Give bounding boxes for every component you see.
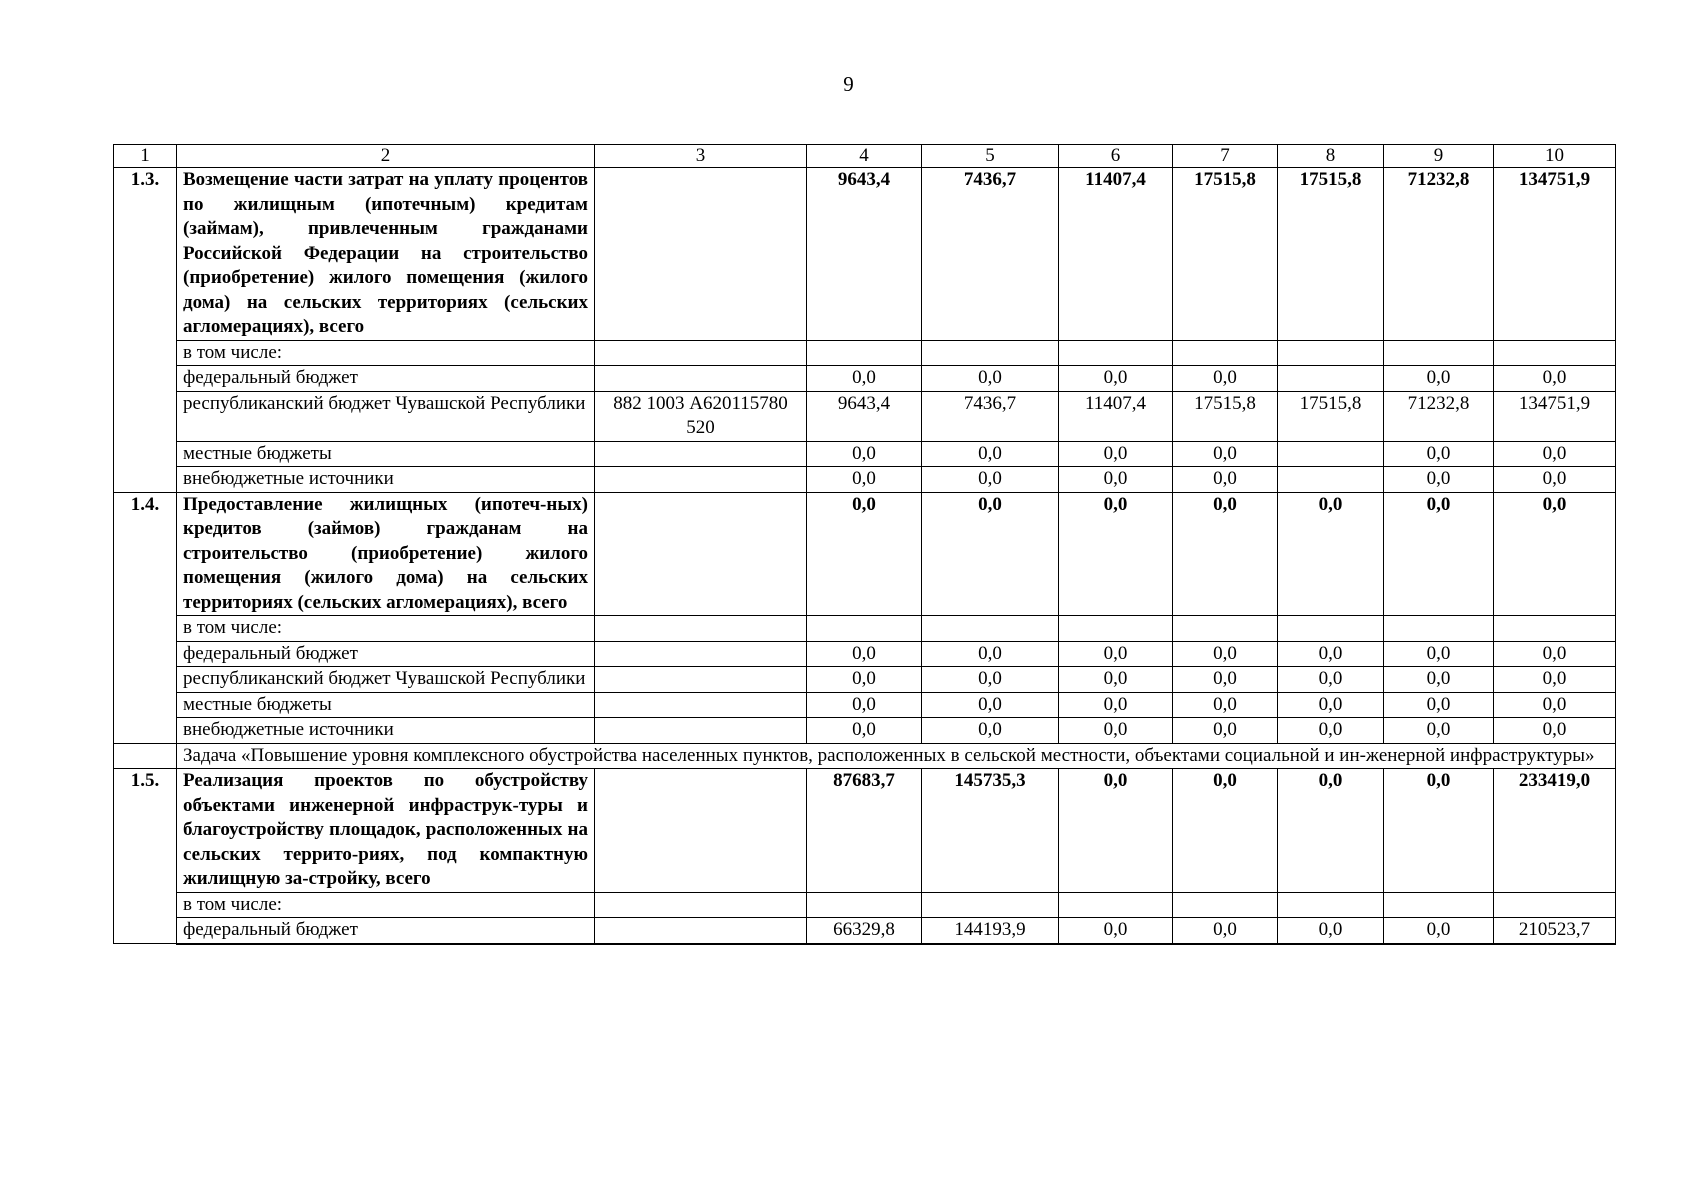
total-value: 0,0 bbox=[922, 492, 1059, 616]
funding-source-row bbox=[114, 391, 1616, 441]
sub-header-row bbox=[114, 340, 1616, 366]
funding-value: 0,0 bbox=[1494, 692, 1616, 718]
funding-value: 0,0 bbox=[1173, 692, 1278, 718]
empty-cell bbox=[1173, 892, 1278, 918]
empty-cell bbox=[807, 340, 922, 366]
empty-cell bbox=[1384, 340, 1494, 366]
column-number-cell: 8 bbox=[1278, 145, 1384, 168]
funding-value: 0,0 bbox=[922, 692, 1059, 718]
empty-cell bbox=[1384, 892, 1494, 918]
funding-value: 0,0 bbox=[1173, 366, 1278, 392]
empty-cell bbox=[1494, 892, 1616, 918]
funding-value: 0,0 bbox=[1059, 366, 1173, 392]
funding-value: 11407,4 bbox=[1059, 391, 1173, 441]
total-value: 134751,9 bbox=[1494, 168, 1616, 341]
funding-value: 0,0 bbox=[1059, 641, 1173, 667]
funding-value: 0,0 bbox=[1494, 718, 1616, 744]
budget-code bbox=[595, 769, 807, 893]
total-value: 145735,3 bbox=[922, 769, 1059, 893]
empty-cell bbox=[595, 340, 807, 366]
funding-source-row bbox=[114, 641, 1616, 667]
budget-table bbox=[113, 144, 1616, 945]
funding-source-label: местные бюджеты bbox=[177, 692, 595, 718]
empty-cell bbox=[1059, 892, 1173, 918]
funding-value: 0,0 bbox=[1384, 692, 1494, 718]
section-title: Реализация проектов по обустройству объектами инженерной инфраструк-туры и благоустройству площадок, расположенных на сельских террито-риях, под компактную жилищную за-стройку, всего bbox=[177, 769, 595, 893]
funding-value bbox=[1278, 467, 1384, 493]
funding-value: 134751,9 bbox=[1494, 391, 1616, 441]
section-total-row bbox=[114, 168, 1616, 341]
funding-value bbox=[1278, 441, 1384, 467]
budget-code bbox=[595, 718, 807, 744]
budget-code bbox=[595, 918, 807, 944]
empty-cell bbox=[1494, 616, 1616, 642]
total-value: 0,0 bbox=[1384, 492, 1494, 616]
budget-code: 882 1003 А620115780 520 bbox=[595, 391, 807, 441]
funding-value: 0,0 bbox=[1173, 667, 1278, 693]
column-number-cell: 1 bbox=[114, 145, 177, 168]
column-number-row bbox=[114, 145, 1616, 168]
funding-value: 0,0 bbox=[1059, 467, 1173, 493]
funding-source-label: федеральный бюджет bbox=[177, 366, 595, 392]
funding-value: 0,0 bbox=[807, 641, 922, 667]
total-value: 87683,7 bbox=[807, 769, 922, 893]
empty-cell bbox=[1278, 616, 1384, 642]
budget-code bbox=[595, 168, 807, 341]
funding-value: 0,0 bbox=[1173, 467, 1278, 493]
funding-value: 0,0 bbox=[1384, 667, 1494, 693]
sub-header-row bbox=[114, 616, 1616, 642]
funding-source-label: федеральный бюджет bbox=[177, 918, 595, 944]
funding-source-row bbox=[114, 441, 1616, 467]
budget-code bbox=[595, 692, 807, 718]
empty-cell bbox=[1059, 616, 1173, 642]
funding-source-row bbox=[114, 692, 1616, 718]
empty-cell bbox=[1173, 340, 1278, 366]
funding-value: 0,0 bbox=[1278, 641, 1384, 667]
task-row bbox=[114, 743, 1616, 769]
funding-value: 0,0 bbox=[1173, 718, 1278, 744]
funding-value: 210523,7 bbox=[1494, 918, 1616, 944]
funding-value: 0,0 bbox=[922, 467, 1059, 493]
funding-value: 0,0 bbox=[1278, 667, 1384, 693]
empty-cell bbox=[807, 616, 922, 642]
sub-header-label: в том числе: bbox=[177, 616, 595, 642]
funding-source-label: республиканский бюджет Чувашской Республики bbox=[177, 667, 595, 693]
sub-header-label: в том числе: bbox=[177, 340, 595, 366]
column-number-cell: 7 bbox=[1173, 145, 1278, 168]
funding-value: 0,0 bbox=[1384, 718, 1494, 744]
funding-source-row bbox=[114, 667, 1616, 693]
funding-source-row bbox=[114, 918, 1616, 944]
total-value: 17515,8 bbox=[1278, 168, 1384, 341]
task-text: Задача «Повышение уровня комплексного обустройства населенных пунктов, расположенных в сельской местности, объектами социальной и ин-женерной инфраструктуры» bbox=[177, 743, 1616, 769]
funding-value: 0,0 bbox=[1384, 467, 1494, 493]
funding-value: 0,0 bbox=[1059, 718, 1173, 744]
table-body bbox=[114, 145, 1616, 944]
section-title: Предоставление жилищных (ипотеч-ных) кредитов (займов) гражданам на строительство (приобретение) жилого помещения (жилого дома) на сельских территориях (сельских агломерациях), всего bbox=[177, 492, 595, 616]
total-value: 233419,0 bbox=[1494, 769, 1616, 893]
funding-value: 0,0 bbox=[807, 718, 922, 744]
funding-source-row bbox=[114, 467, 1616, 493]
empty-cell bbox=[922, 340, 1059, 366]
empty-cell bbox=[1494, 340, 1616, 366]
budget-code bbox=[595, 492, 807, 616]
funding-value: 0,0 bbox=[807, 441, 922, 467]
total-value: 0,0 bbox=[1173, 492, 1278, 616]
empty-number-cell bbox=[114, 743, 177, 769]
section-total-row bbox=[114, 492, 1616, 616]
funding-source-label: республиканский бюджет Чувашской Республики bbox=[177, 391, 595, 441]
funding-value: 17515,8 bbox=[1173, 391, 1278, 441]
column-number-cell: 9 bbox=[1384, 145, 1494, 168]
total-value: 17515,8 bbox=[1173, 168, 1278, 341]
funding-value: 66329,8 bbox=[807, 918, 922, 944]
total-value: 7436,7 bbox=[922, 168, 1059, 341]
total-value: 0,0 bbox=[1384, 769, 1494, 893]
funding-value: 0,0 bbox=[922, 641, 1059, 667]
budget-code bbox=[595, 641, 807, 667]
funding-value: 144193,9 bbox=[922, 918, 1059, 944]
funding-value: 0,0 bbox=[1278, 918, 1384, 944]
column-number-cell: 6 bbox=[1059, 145, 1173, 168]
empty-cell bbox=[1278, 340, 1384, 366]
budget-code bbox=[595, 441, 807, 467]
empty-cell bbox=[1059, 340, 1173, 366]
funding-value: 0,0 bbox=[1384, 366, 1494, 392]
funding-source-label: федеральный бюджет bbox=[177, 641, 595, 667]
funding-value: 17515,8 bbox=[1278, 391, 1384, 441]
total-value: 0,0 bbox=[1059, 492, 1173, 616]
empty-cell bbox=[1173, 616, 1278, 642]
funding-value: 0,0 bbox=[1384, 641, 1494, 667]
total-value: 0,0 bbox=[1494, 492, 1616, 616]
empty-cell bbox=[1278, 892, 1384, 918]
empty-cell bbox=[595, 892, 807, 918]
funding-value bbox=[1278, 366, 1384, 392]
section-total-row bbox=[114, 769, 1616, 893]
funding-value: 9643,4 bbox=[807, 391, 922, 441]
funding-source-label: местные бюджеты bbox=[177, 441, 595, 467]
funding-value: 0,0 bbox=[922, 718, 1059, 744]
funding-value: 0,0 bbox=[1384, 918, 1494, 944]
funding-value: 7436,7 bbox=[922, 391, 1059, 441]
column-number-cell: 4 bbox=[807, 145, 922, 168]
funding-value: 0,0 bbox=[922, 366, 1059, 392]
empty-cell bbox=[807, 892, 922, 918]
funding-value: 0,0 bbox=[1494, 441, 1616, 467]
sub-header-label: в том числе: bbox=[177, 892, 595, 918]
funding-value: 0,0 bbox=[807, 667, 922, 693]
funding-source-row bbox=[114, 718, 1616, 744]
empty-cell bbox=[595, 616, 807, 642]
section-number: 1.4. bbox=[114, 492, 177, 743]
funding-value: 0,0 bbox=[1173, 918, 1278, 944]
funding-value: 0,0 bbox=[1173, 641, 1278, 667]
funding-value: 0,0 bbox=[1278, 718, 1384, 744]
funding-value: 71232,8 bbox=[1384, 391, 1494, 441]
empty-cell bbox=[922, 892, 1059, 918]
funding-value: 0,0 bbox=[1494, 366, 1616, 392]
funding-value: 0,0 bbox=[1173, 441, 1278, 467]
funding-value: 0,0 bbox=[1278, 692, 1384, 718]
budget-code bbox=[595, 467, 807, 493]
funding-value: 0,0 bbox=[1494, 467, 1616, 493]
funding-value: 0,0 bbox=[1059, 667, 1173, 693]
funding-value: 0,0 bbox=[1059, 441, 1173, 467]
sub-header-row bbox=[114, 892, 1616, 918]
funding-value: 0,0 bbox=[1494, 667, 1616, 693]
empty-cell bbox=[922, 616, 1059, 642]
total-value: 11407,4 bbox=[1059, 168, 1173, 341]
section-number: 1.5. bbox=[114, 769, 177, 944]
funding-value: 0,0 bbox=[1384, 441, 1494, 467]
empty-cell bbox=[1384, 616, 1494, 642]
total-value: 0,0 bbox=[1278, 769, 1384, 893]
funding-value: 0,0 bbox=[807, 692, 922, 718]
budget-code bbox=[595, 667, 807, 693]
funding-value: 0,0 bbox=[922, 441, 1059, 467]
column-number-cell: 10 bbox=[1494, 145, 1616, 168]
funding-value: 0,0 bbox=[922, 667, 1059, 693]
funding-source-label: внебюджетные источники bbox=[177, 718, 595, 744]
total-value: 0,0 bbox=[807, 492, 922, 616]
funding-source-label: внебюджетные источники bbox=[177, 467, 595, 493]
section-title: Возмещение части затрат на уплату процентов по жилищным (ипотечным) кредитам (займам), привлеченным гражданами Российской Федерации на строительство (приобретение) жилого помещения (жилого дома) на сельских территориях (сельских агломерациях), всего bbox=[177, 168, 595, 341]
funding-value: 0,0 bbox=[1059, 918, 1173, 944]
funding-value: 0,0 bbox=[1494, 641, 1616, 667]
total-value: 71232,8 bbox=[1384, 168, 1494, 341]
column-number-cell: 3 bbox=[595, 145, 807, 168]
total-value: 9643,4 bbox=[807, 168, 922, 341]
funding-value: 0,0 bbox=[1059, 692, 1173, 718]
total-value: 0,0 bbox=[1278, 492, 1384, 616]
column-number-cell: 5 bbox=[922, 145, 1059, 168]
funding-value: 0,0 bbox=[807, 467, 922, 493]
budget-code bbox=[595, 366, 807, 392]
funding-value: 0,0 bbox=[807, 366, 922, 392]
section-number: 1.3. bbox=[114, 168, 177, 493]
total-value: 0,0 bbox=[1173, 769, 1278, 893]
page-number: 9 bbox=[843, 72, 854, 96]
total-value: 0,0 bbox=[1059, 769, 1173, 893]
funding-source-row bbox=[114, 366, 1616, 392]
column-number-cell: 2 bbox=[177, 145, 595, 168]
